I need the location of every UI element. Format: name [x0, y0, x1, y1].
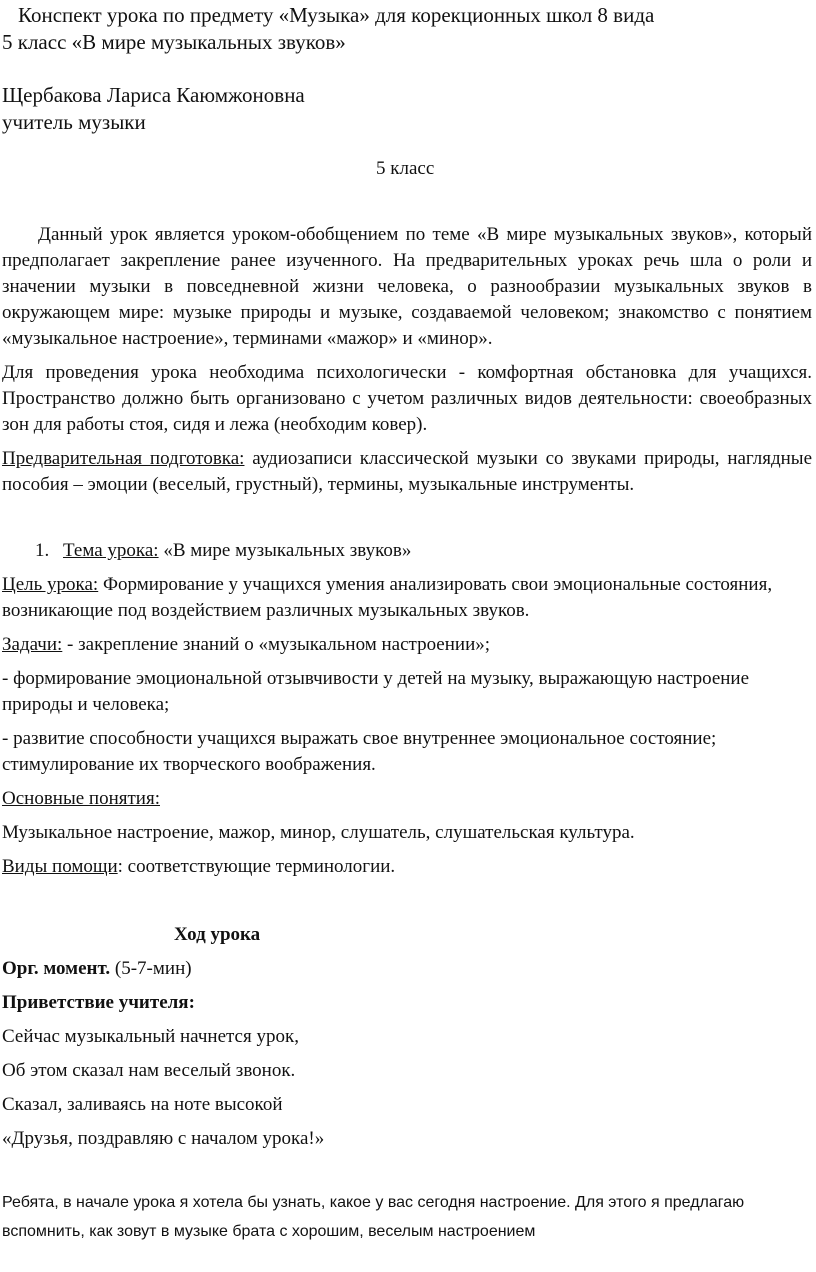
topic-label: Тема урока: [63, 540, 159, 561]
tasks-paragraph [2, 632, 812, 658]
org-label: Орг. момент. [2, 958, 111, 979]
task-1: - закрепление знаний о «музыкальном настроении»; [62, 634, 491, 655]
poem-line-2: Об этом сказал нам веселый звонок. [2, 1060, 296, 1081]
author-role: учитель музыки [2, 110, 146, 134]
topic-line [2, 538, 812, 564]
poem-line-3: Сказал, заливаясь на ноте высокой [2, 1094, 283, 1115]
help-text: : соответствующие терминологии. [117, 856, 396, 877]
closing-paragraph: Ребята, в начале урока я хотела бы узнать, какое у вас сегодня настроение. Для этого я предлагаю вспомнить, как зовут в музыке брата с хорошим, веселым настроением [2, 1194, 745, 1240]
grade-label: 5 класс [376, 158, 435, 179]
help-paragraph [2, 854, 812, 880]
goal-text: Формирование у учащихся умения анализировать свои эмоциональные состояния, возникающие под воздействием различных музыкальных звуков. [2, 574, 773, 621]
prep-text: аудиозаписи классической музыки со звуками природы, наглядные пособия – эмоции (веселый, грустный), термины, музыкальные инструменты. [2, 448, 813, 495]
concepts-label: Основные понятия: [2, 788, 160, 809]
org-text: (5-7-мин) [110, 958, 192, 979]
title-line-2: 5 класс «В мире музыкальных звуков» [2, 30, 346, 54]
document-page [0, 2, 816, 1272]
concepts-heading [2, 786, 812, 812]
task-3: - развитие способности учащихся выражать свое внутреннее эмоциональное состояние; стимулирование их творческого воображения. [2, 728, 717, 775]
topic-number: 1. [35, 540, 50, 561]
author-name: Щербакова Лариса Каюмжоновна [2, 83, 305, 107]
greeting-label: Приветствие учителя: [2, 992, 195, 1013]
poem-line-1: Сейчас музыкальный начнется урок, [2, 1026, 299, 1047]
topic-text: «В мире музыкальных звуков» [158, 540, 412, 561]
title-line-1: Конспект урока по предмету «Музыка» для корекционных школ 8 вида [18, 3, 655, 27]
intro-paragraph-2: Для проведения урока необходима психологически - комфортная обстановка для учащихся. Пространство должно быть организовано с учетом различных видов деятельности: своеобразных зон для работы стоя, сидя и лежа (необходим ковер). [2, 362, 812, 435]
goal-paragraph [2, 572, 812, 624]
task-2: - формирование эмоциональной отзывчивости у детей на музыку, выражающую настроение природы и человека; [2, 668, 750, 715]
prep-label: Предварительная подготовка: [2, 448, 245, 469]
tasks-label: Задачи: [2, 634, 63, 655]
poem-line-4: «Друзья, поздравляю с началом урока!» [2, 1128, 325, 1149]
concepts-text: Музыкальное настроение, мажор, минор, слушатель, слушательская культура. [2, 822, 635, 843]
goal-label: Цель урока: [2, 574, 99, 595]
intro-paragraph-1: Данный урок является уроком-обобщением по теме «В мире музыкальных звуков», который предполагает закрепление ранее изученного. На предварительных уроках речь шла о роли и значении музыки в повседневной жизни человека, о разнообразии музыкальных звуков в окружающем мире: музыке природы и музыке, создаваемой человеком; знакомство с понятием «музыкальное настроение», терминами «мажор» и «минор». [2, 224, 812, 349]
course-heading: Ход урока [174, 924, 261, 945]
help-label: Виды помощи [2, 856, 118, 877]
org-moment [2, 956, 812, 982]
prep-paragraph [2, 446, 812, 498]
